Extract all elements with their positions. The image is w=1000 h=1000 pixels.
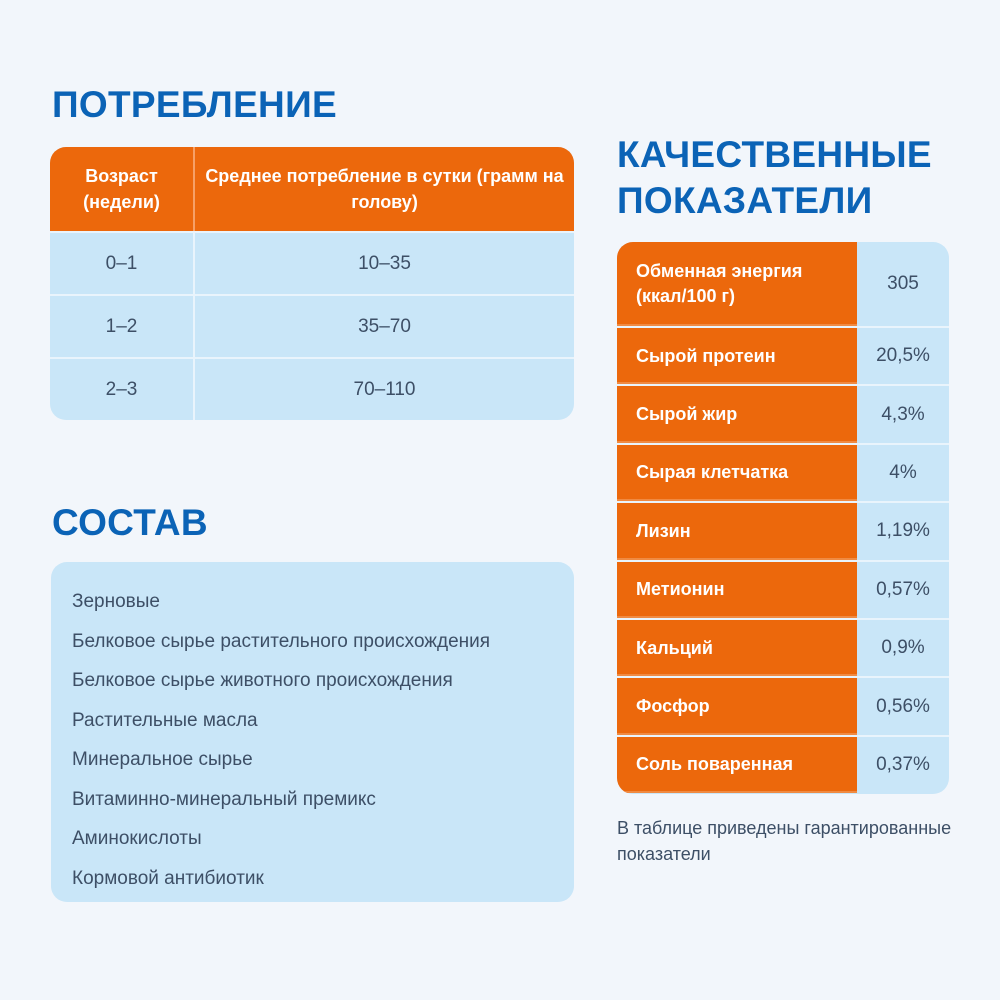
table-row	[617, 618, 949, 676]
cell-age: 1–2	[50, 296, 195, 357]
indicator-name: Фосфор	[617, 678, 857, 734]
list-item: Белковое сырье растительного происхождения	[72, 630, 491, 652]
table-row	[617, 676, 949, 734]
indicator-name: Соль поваренная	[617, 737, 857, 793]
indicator-name: Сырой протеин	[617, 328, 857, 384]
indicator-name: Сырая клетчатка	[617, 445, 857, 501]
cell-average-intake: 10–35	[358, 252, 411, 274]
indicator-value: 305	[887, 273, 919, 294]
consumption-title: ПОТРЕБЛЕНИЕ	[52, 84, 337, 125]
header-average-intake: Среднее потребление в сутки (грамм на голову)	[205, 166, 564, 212]
indicator-name: Обменная энергия (ккал/100 г)	[617, 242, 857, 326]
composition-title: СОСТАВ	[52, 502, 208, 543]
cell-age: 2–3	[50, 359, 195, 420]
list-item: Минеральное сырье	[72, 749, 253, 770]
list-item: Витаминно-минеральный премикс	[72, 788, 376, 810]
indicator-name: Кальций	[617, 620, 857, 676]
table-row	[50, 357, 574, 420]
table-row	[50, 231, 574, 294]
quality-footnote: В таблице приведены гарантированные показатели	[617, 818, 952, 864]
indicator-value: 20,5%	[876, 345, 930, 367]
list-item: Аминокислоты	[72, 828, 202, 849]
table-row	[617, 326, 949, 384]
consumption-table-header	[50, 147, 574, 231]
cell-age: 0–1	[50, 233, 195, 294]
list-item: Зерновые	[72, 591, 160, 612]
composition-list	[51, 562, 574, 902]
cell-average-intake: 70–110	[353, 378, 416, 400]
indicator-value: 1,19%	[876, 520, 930, 542]
indicator-value: 0,37%	[876, 753, 930, 775]
cell-average-intake: 35–70	[358, 315, 411, 337]
header-age: Возраст (недели)	[50, 147, 195, 231]
table-row	[50, 294, 574, 357]
indicator-name: Лизин	[617, 503, 857, 559]
table-row	[617, 560, 949, 618]
list-item: Растительные масла	[72, 709, 258, 731]
list-item: Кормовой антибиотик	[72, 867, 264, 889]
table-row	[617, 384, 949, 442]
quality-table	[617, 242, 949, 794]
indicator-value: 4%	[889, 461, 917, 483]
quality-title: КАЧЕСТВЕННЫЕ ПОКАЗАТЕЛИ	[617, 134, 932, 221]
table-row	[617, 242, 949, 326]
indicator-name: Метионин	[617, 562, 857, 618]
indicator-value: 0,57%	[876, 578, 930, 600]
indicator-value: 4,3%	[881, 403, 925, 425]
indicator-value: 0,9%	[881, 637, 925, 659]
consumption-table	[50, 147, 574, 420]
indicator-value: 0,56%	[876, 695, 930, 717]
indicator-name: Сырой жир	[617, 386, 857, 442]
table-row	[617, 443, 949, 501]
list-item: Белковое сырье животного происхождения	[72, 670, 453, 691]
table-row	[617, 501, 949, 559]
table-row	[617, 735, 949, 793]
